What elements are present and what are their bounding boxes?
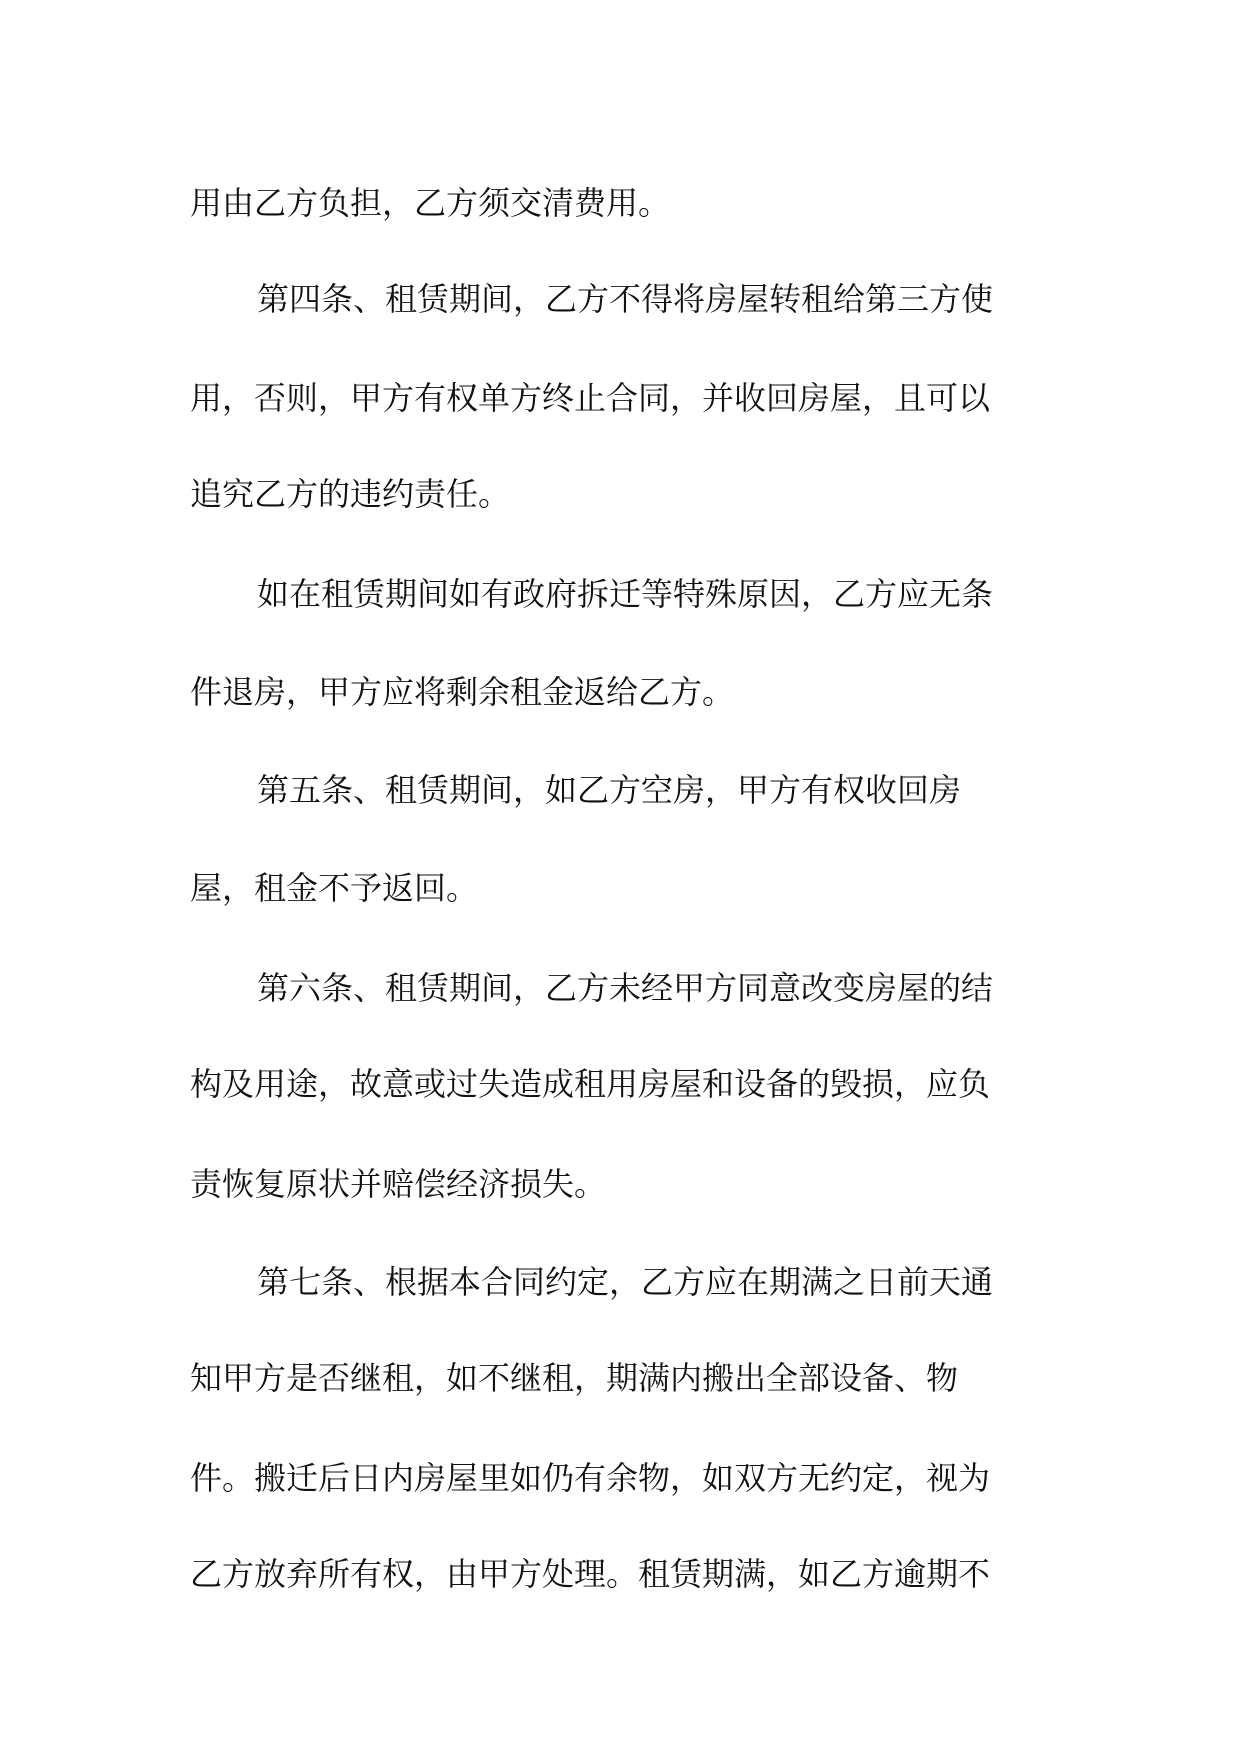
text-line: 第六条、租赁期间，乙方未经甲方同意改变房屋的结 (257, 969, 994, 1007)
text-line: 追究乙方的违约责任。 (190, 475, 511, 513)
text-line: 第四条、租赁期间，乙方不得将房屋转租给第三方使 (257, 280, 994, 318)
text-line: 第五条、租赁期间，如乙方空房，甲方有权收回房 (257, 771, 962, 809)
text-line: 用，否则，甲方有权单方终止合同，并收回房屋，且可以 (190, 379, 991, 417)
text-line: 如在租赁期间如有政府拆迁等特殊原因，乙方应无条 (257, 575, 994, 613)
text-line: 件退房，甲方应将剩余租金返给乙方。 (190, 673, 735, 711)
text-line: 构及用途，故意或过失造成租用房屋和设备的毁损，应负 (190, 1065, 991, 1103)
text-line: 用由乙方负担，乙方须交清费用。 (190, 184, 671, 222)
text-line: 知甲方是否继租，如不继租，期满内搬出全部设备、物 (190, 1359, 959, 1397)
text-line: 第七条、根据本合同约定，乙方应在期满之日前天通 (257, 1263, 994, 1301)
text-line: 屋，租金不予返回。 (190, 869, 479, 907)
text-line: 乙方放弃所有权，由甲方处理。租赁期满，如乙方逾期不 (190, 1555, 991, 1593)
text-line: 件。搬迁后日内房屋里如仍有余物，如双方无约定，视为 (190, 1459, 991, 1497)
text-line: 责恢复原状并赔偿经济损失。 (190, 1165, 607, 1203)
